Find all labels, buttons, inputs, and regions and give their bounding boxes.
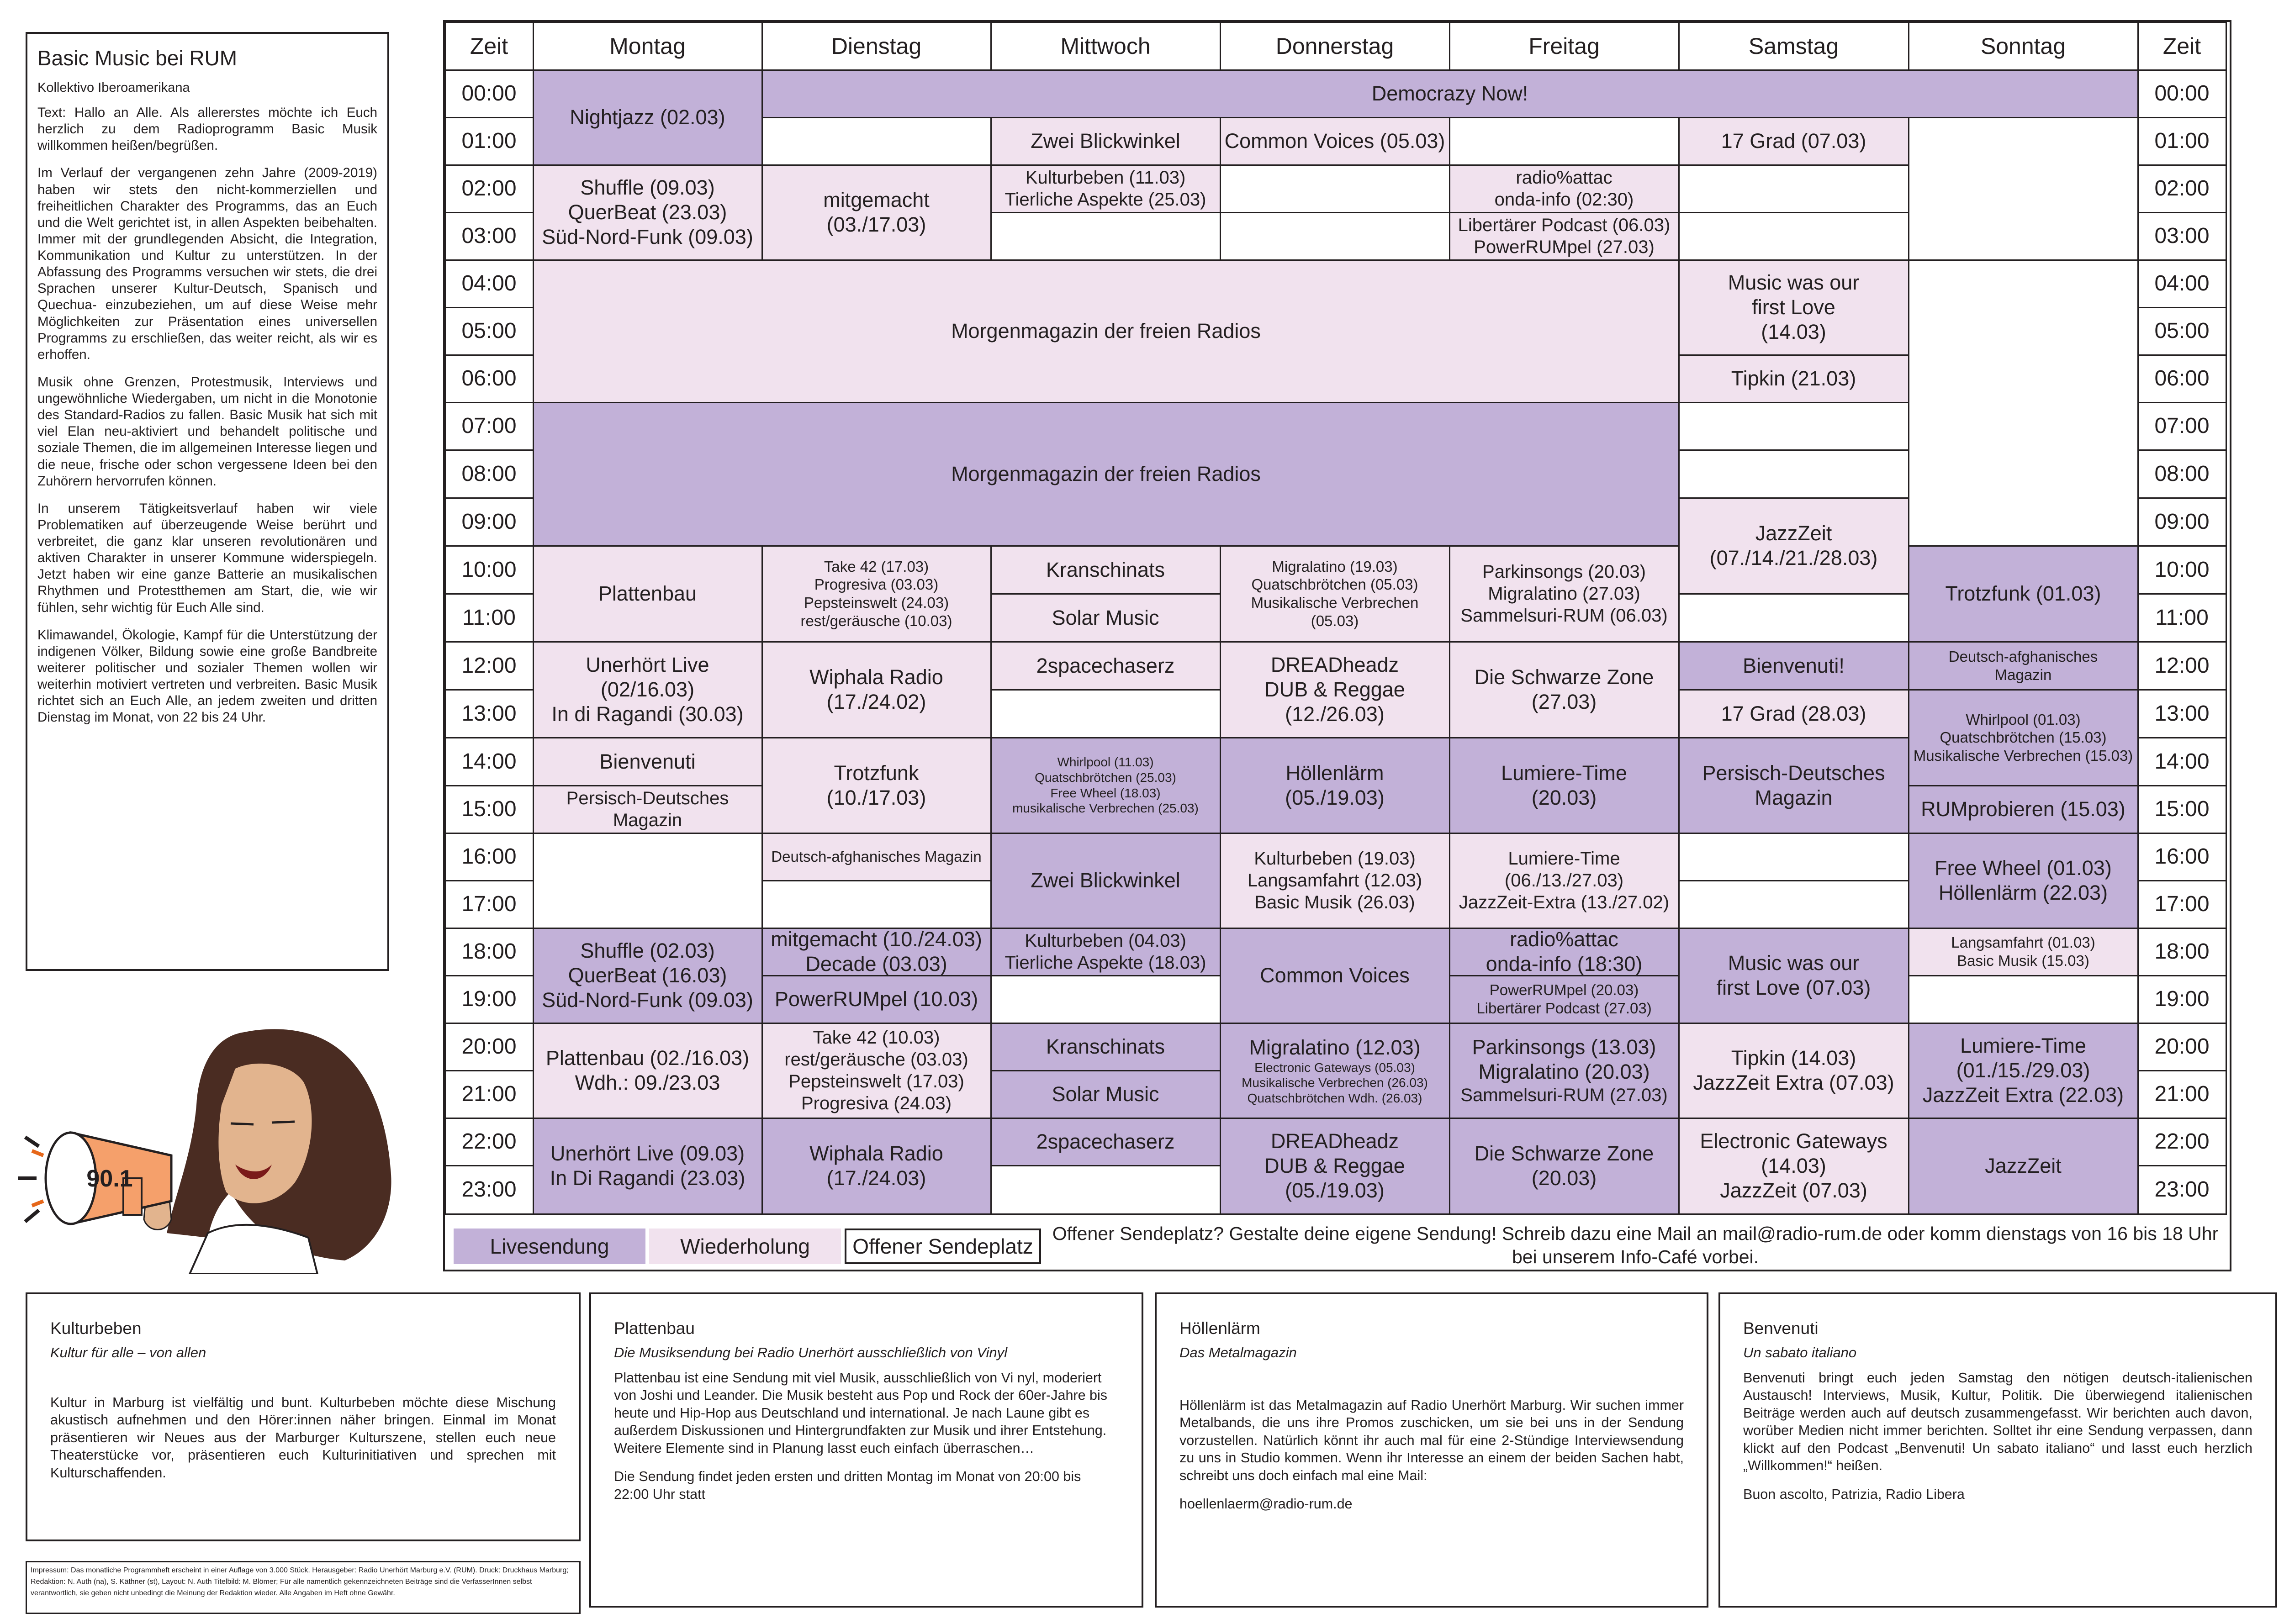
- time-label: 04:00: [2137, 259, 2227, 308]
- show-slot: [1908, 689, 2139, 786]
- show-line: JazzZeit (07.03): [1720, 1179, 1867, 1202]
- empty-slot: [1449, 117, 1680, 166]
- info-box-kulturbeben: [26, 1292, 581, 1541]
- show-line: mitgemacht: [823, 188, 930, 211]
- show-line: Migralatino (27.03): [1488, 584, 1640, 604]
- show-line: Musikalische Verbrechen (26.03): [1242, 1076, 1428, 1090]
- empty-slot: [990, 975, 1221, 1024]
- show-line: Langsamfahrt (01.03): [1951, 934, 2095, 951]
- box-text: Plattenbau ist eine Sendung mit viel Musik, ausschließlich von Vi nyl, moderiert von Joshi und Leander. Die Musik besteht aus Pop und Rock der 60er-Jahre bis heute und Hip-Hop aus Deutschland und international. Je nach Laune gibt es außerdem Diskussionen und Hintergrundfakten zur Musik und ihrer Entstehung. Weitere Elemente sind in Planung lasst euch einfach überraschen…: [614, 1370, 1107, 1456]
- show-line: Lumiere-Time: [1501, 761, 1627, 785]
- show-slot: RUMprobieren (15.03): [1908, 785, 2139, 834]
- time-label: 06:00: [444, 354, 534, 403]
- show-slot: Democrazy Now!: [761, 69, 2139, 118]
- show-slot: Persisch-Deutsches Magazin: [533, 785, 763, 834]
- show-slot: [1449, 833, 1680, 929]
- show-line: QuerBeat (23.03): [568, 200, 727, 224]
- show-line: Unerhört Live (02/16.03): [586, 653, 709, 701]
- info-box-plattenbau: [589, 1292, 1143, 1608]
- time-label: 06:00: [2137, 354, 2227, 403]
- show-slot: [533, 641, 763, 738]
- show-line: (10./17.03): [826, 786, 926, 809]
- show-line: (05./19.03): [1285, 1179, 1385, 1202]
- show-slot: [761, 1118, 992, 1215]
- empty-slot: [990, 1165, 1221, 1215]
- show-line: Musikalische Verbrechen: [1251, 594, 1419, 611]
- show-slot: [533, 928, 763, 1024]
- show-slot: [1908, 833, 2139, 929]
- time-label: 21:00: [444, 1070, 534, 1119]
- impressum: Impressum: Das monatliche Programmheft erscheint in einer Auflage von 3.000 Stück. Herausgeber: Radio Unerhört Marburg e.V. (RUM). Druck: Druckhaus Marburg; Redaktion: N. Auth (na), S. Käthner (st), Layout: N. Auth Titelbild: M. Blömer; Für alle namentlich gekennzeichneten Beiträge sind die VerfasserInnen selbst verantwortlich, sie geben nicht unbedingt die Meinung der Redaktion wieder. Alle Angaben im Heft ohne Gewähr.: [26, 1561, 581, 1614]
- show-slot: Plattenbau: [533, 545, 763, 643]
- show-slot: 17 Grad (28.03): [1678, 689, 1909, 738]
- show-slot: [1449, 212, 1680, 261]
- show-slot: 2spacechaserz: [990, 641, 1221, 691]
- empty-slot: [1220, 212, 1450, 261]
- show-slot: [1449, 928, 1680, 976]
- show-line: JazzZeit Extra (22.03): [1922, 1083, 2124, 1107]
- show-slot: Kranschinats: [990, 1023, 1221, 1071]
- show-line: musikalische Verbrechen (25.03): [1012, 801, 1199, 816]
- show-slot: [1449, 545, 1680, 643]
- show-slot: [761, 641, 992, 738]
- show-line: Take 42 (10.03): [813, 1028, 940, 1048]
- show-slot: [1678, 259, 1909, 356]
- show-line: PowerRUMpel (20.03): [1489, 981, 1639, 999]
- time-label: 08:00: [2137, 449, 2227, 499]
- show-line: QuerBeat (16.03): [568, 964, 727, 987]
- box-subtitle: Die Musiksendung bei Radio Unerhört ausschließlich von Vinyl: [614, 1345, 1007, 1360]
- show-slot: [1678, 497, 1909, 595]
- show-line: onda-info (18:30): [1486, 952, 1643, 975]
- show-line: Kulturbeben (04.03): [1025, 931, 1186, 951]
- show-slot: [1678, 928, 1909, 1024]
- zeit-header-right: Zeit: [2137, 21, 2227, 71]
- intro-paragraph: Im Verlauf der vergangenen zehn Jahre (2009-2019) haben wir stets den nicht-kommerziellen und freiheitlichen Charakter des Programms, das an Euch und die Welt gerichtet ist, in allen Aspekten beibehalten. Immer mit der grundlegenden Absicht, die Integration, Kommunikation und Kultur zu unterstützen. In der Abfassung des Programms versuchen wir stets, die drei Sprachen unserer Kultur-Deutsch, Spanisch und Quechua- einzubeziehen, um auf diese Weise mehr Möglichkeiten zur Präsentation eines universellen Programms zu erschließen, das weiter reicht, als wir es erhoffen.: [37, 165, 377, 362]
- show-line: Höllenlärm: [1285, 761, 1384, 785]
- box-text: Benvenuti bringt euch jeden Samstag den nötigen deutsch-italienischen Austausch! Interviews, Musik, Kultur, Politik. Die überwiegend italienischen Beiträge werden auch auf deutsch zusammengefasst. Wir berichten auch davon, worüber Medien nicht immer berichten. Solltet ihr eine Sendung verpassen, dann klickt auf den Podcast „Benvenuti! Un sabato italiano“ und lasst euch herzlich „Willkommen!“ heißen.: [1743, 1370, 2252, 1474]
- show-slot: [1220, 833, 1450, 929]
- show-line: Kulturbeben (19.03): [1254, 849, 1416, 869]
- show-line: Sammelsuri-RUM (06.03): [1460, 606, 1668, 626]
- show-slot: [761, 928, 992, 976]
- time-label: 15:00: [2137, 785, 2227, 834]
- show-line: Kulturbeben (11.03): [1025, 168, 1186, 188]
- empty-slot: [1678, 164, 1909, 213]
- show-slot: [1220, 1118, 1450, 1215]
- show-line: (27.03): [1531, 690, 1597, 713]
- show-line: Parkinsongs (13.03): [1472, 1035, 1656, 1059]
- show-slot: [1449, 975, 1680, 1024]
- show-line: radio%attac: [1510, 928, 1618, 951]
- empty-slot: [1678, 593, 1909, 643]
- show-line: PowerRUMpel (27.03): [1474, 237, 1655, 257]
- time-label: 10:00: [444, 545, 534, 595]
- show-slot: PowerRUMpel (10.03): [761, 975, 992, 1024]
- show-slot: [761, 164, 992, 261]
- show-line: Süd-Nord-Funk (09.03): [542, 225, 753, 248]
- show-slot: Tipkin (21.03): [1678, 354, 1909, 403]
- show-line: Shuffle (09.03): [580, 176, 715, 199]
- show-slot: Solar Music: [990, 1070, 1221, 1119]
- show-slot: Morgenmagazin der freien Radios: [533, 402, 1680, 547]
- show-line: Music was our: [1728, 271, 1860, 294]
- show-slot: [1449, 1023, 1680, 1119]
- show-line: Lumiere-Time: [1960, 1034, 2086, 1057]
- show-line: Tipkin (14.03): [1731, 1046, 1856, 1070]
- show-slot: [761, 1023, 992, 1119]
- show-line: (01./15./29.03): [1956, 1059, 2090, 1082]
- show-line: radio%attac: [1516, 168, 1613, 188]
- show-slot: Morgenmagazin der freien Radios: [533, 259, 1680, 403]
- show-line: DUB & Reggae: [1264, 678, 1405, 701]
- show-slot: [990, 737, 1221, 834]
- empty-slot: [761, 880, 992, 929]
- time-label: 15:00: [444, 785, 534, 834]
- info-box-benvenuti: [1718, 1292, 2277, 1608]
- show-line: Libertärer Podcast (06.03): [1458, 215, 1671, 235]
- show-slot: [533, 164, 763, 261]
- show-line: Shuffle (02.03): [580, 939, 715, 962]
- show-slot: [1678, 1118, 1909, 1215]
- show-line: Wiphala Radio: [809, 1142, 943, 1165]
- box-title: Benvenuti: [1743, 1319, 1819, 1338]
- time-label: 16:00: [444, 833, 534, 881]
- show-line: Langsamfahrt (12.03): [1247, 870, 1422, 891]
- box-email-link[interactable]: hoellenlaerm@radio-rum.de: [1179, 1496, 1353, 1512]
- show-line: (17./24.03): [826, 1166, 926, 1190]
- show-line: Höllenlärm (22.03): [1938, 881, 2108, 904]
- show-line: Die Schwarze Zone: [1474, 665, 1654, 689]
- show-slot: Solar Music: [990, 593, 1221, 643]
- show-slot: [1908, 1023, 2139, 1119]
- time-label: 23:00: [444, 1165, 534, 1215]
- show-line: Tierliche Aspekte (25.03): [1005, 190, 1206, 210]
- box-text: Höllenlärm ist das Metalmagazin auf Radio Unerhört Marburg. Wir suchen immer Metalbands, die uns ihre Promos zuschicken, um sie bei uns in der Sendung vorzustellen. Natürlich könnt ihr auch mal für eine 2-Stündige Interviewsendung zu uns in Studio kommen. Wenn ihr Interesse an einem der beiden Sachen habt, schreibt uns doch einfach mal eine Mail:: [1179, 1397, 1684, 1483]
- show-line: mitgemacht (10./24.03): [771, 928, 982, 951]
- show-line: Progresiva (24.03): [801, 1093, 952, 1113]
- show-line: Musikalische Verbrechen (15.03): [1913, 747, 2133, 764]
- show-line: In Di Ragandi (23.03): [550, 1166, 745, 1190]
- show-line: JazzZeit-Extra (13./27.02): [1459, 892, 1670, 912]
- show-line: Magazin: [1755, 786, 1833, 809]
- show-line: (14.03): [1761, 320, 1826, 343]
- show-line: Pepsteinswelt (17.03): [788, 1071, 964, 1091]
- time-label: 18:00: [444, 928, 534, 976]
- zeit-header: Zeit: [444, 21, 534, 71]
- legend-live: Livesendung: [454, 1229, 645, 1264]
- intro-paragraph: Klimawandel, Ökologie, Kampf für die Unterstützung der indigenen Völker, Bildung sowie eine große Bandbreite weiterer politischer und sozialer Themen wollen wir weiterhin motiviert vertreten und verbreiten. Basic Musik richtet sich an Euch Alle, an jedem zweiten und dritten Dienstag im Monat, von 22 bis 24 Uhr.: [37, 627, 377, 725]
- show-slot: [761, 545, 992, 643]
- show-slot: [533, 1118, 763, 1215]
- time-label: 12:00: [2137, 641, 2227, 691]
- show-slot: Common Voices: [1220, 928, 1450, 1024]
- time-label: 03:00: [2137, 212, 2227, 261]
- time-label: 19:00: [2137, 975, 2227, 1024]
- show-line: (20.03): [1531, 786, 1597, 809]
- box-subtitle: Das Metalmagazin: [1179, 1345, 1297, 1360]
- show-slot: [533, 1023, 763, 1119]
- empty-slot: [1908, 975, 2139, 1024]
- time-label: 12:00: [444, 641, 534, 691]
- time-label: 22:00: [2137, 1118, 2227, 1166]
- show-slot: [1449, 641, 1680, 738]
- time-label: 23:00: [2137, 1165, 2227, 1215]
- show-slot: Zwei Blickwinkel: [990, 117, 1221, 166]
- megaphone-mascot-illustration: [16, 1018, 409, 1274]
- time-label: 02:00: [444, 164, 534, 213]
- time-label: 09:00: [444, 497, 534, 547]
- day-header-sunday: Sonntag: [1908, 21, 2139, 71]
- day-header-saturday: Samstag: [1678, 21, 1909, 71]
- empty-slot: [761, 117, 992, 166]
- show-line: DREADheadz: [1270, 1129, 1399, 1153]
- show-line: Die Schwarze Zone: [1474, 1142, 1654, 1165]
- show-slot: [1449, 737, 1680, 834]
- time-label: 09:00: [2137, 497, 2227, 547]
- empty-slot: [1908, 259, 2139, 547]
- time-label: 14:00: [444, 737, 534, 786]
- show-slot: [1908, 641, 2139, 691]
- show-line: Whirlpool (01.03): [1966, 711, 2081, 728]
- show-slot: Trotzfunk (01.03): [1908, 545, 2139, 643]
- show-slot: [1678, 737, 1909, 834]
- show-line: (05.03): [1311, 612, 1359, 629]
- box-subtitle: Un sabato italiano: [1743, 1345, 1857, 1360]
- show-line: Sammelsuri-RUM (27.03): [1460, 1085, 1668, 1105]
- show-line: Free Wheel (01.03): [1935, 856, 2112, 880]
- show-line: (05./19.03): [1285, 786, 1385, 809]
- show-line: Magazin: [1994, 666, 2052, 683]
- intro-paragraph: Text: Hallo an Alle. Als allererstes möchte ich Euch herzlich zu dem Radioprogramm Basic Musik willkommen heißen/begrüßen.: [37, 105, 377, 153]
- time-label: 16:00: [2137, 833, 2227, 881]
- show-slot: [1220, 545, 1450, 643]
- show-line: (07./14./21./28.03): [1709, 546, 1878, 569]
- legend-free-slot: Offener Sendeplatz: [845, 1229, 1041, 1264]
- empty-slot: [1678, 402, 1909, 451]
- legend-repeat: Wiederholung: [649, 1229, 841, 1264]
- show-line: Music was our: [1728, 951, 1860, 975]
- show-slot: Bienvenuti!: [1678, 641, 1909, 691]
- show-line: Pepsteinswelt (24.03): [804, 594, 949, 611]
- show-line: (14.03): [1761, 1154, 1826, 1177]
- day-header-friday: Freitag: [1449, 21, 1680, 71]
- box-text: Buon ascolto, Patrizia, Radio Libera: [1743, 1486, 1965, 1502]
- show-line: JazzZeit Extra (07.03): [1693, 1071, 1894, 1094]
- show-slot: [1449, 1118, 1680, 1215]
- show-slot: Common Voices (05.03): [1220, 117, 1450, 166]
- time-label: 01:00: [444, 117, 534, 166]
- show-line: Unerhört Live (09.03): [550, 1142, 745, 1165]
- show-slot: [1220, 641, 1450, 738]
- show-slot: Kranschinats: [990, 545, 1221, 595]
- time-label: 04:00: [444, 259, 534, 308]
- time-label: 10:00: [2137, 545, 2227, 595]
- intro-title: Basic Music bei RUM: [37, 46, 238, 70]
- show-line: Free Wheel (18.03): [1050, 786, 1161, 800]
- show-slot: [1449, 164, 1680, 213]
- empty-slot: [533, 833, 763, 929]
- show-line: (06./13./27.03): [1504, 870, 1624, 891]
- time-label: 03:00: [444, 212, 534, 261]
- box-title: Höllenlärm: [1179, 1319, 1260, 1338]
- time-label: 11:00: [2137, 593, 2227, 643]
- show-line: rest/geräusche (10.03): [800, 612, 952, 629]
- show-line: Trotzfunk: [834, 761, 919, 785]
- show-slot: [990, 164, 1221, 213]
- time-label: 05:00: [444, 307, 534, 356]
- time-label: 07:00: [444, 402, 534, 451]
- time-label: 07:00: [2137, 402, 2227, 451]
- empty-slot: [1678, 449, 1909, 499]
- show-slot: 2spacechaserz: [990, 1118, 1221, 1166]
- show-slot: [1220, 1023, 1450, 1119]
- program-schedule-grid: [443, 20, 2231, 1271]
- show-line: Wdh.: 09./23.03: [575, 1071, 720, 1094]
- logo-text: 90.1: [86, 1165, 133, 1192]
- show-slot: Deutsch-afghanisches Magazin: [761, 833, 992, 881]
- empty-slot: [990, 212, 1221, 261]
- time-label: 22:00: [444, 1118, 534, 1166]
- show-line: first Love (07.03): [1716, 976, 1871, 999]
- show-line: Quatschbrötchen (25.03): [1035, 770, 1176, 785]
- show-line: Progresiva (03.03): [814, 576, 939, 593]
- empty-slot: [990, 689, 1221, 738]
- day-header-tuesday: Dienstag: [761, 21, 992, 71]
- show-line: Migralatino (12.03): [1249, 1035, 1421, 1059]
- box-text: Die Sendung findet jeden ersten und dritten Montag im Monat von 20:00 bis 22:00 Uhr statt: [614, 1469, 1081, 1502]
- show-line: Basic Musik (26.03): [1254, 892, 1415, 912]
- intro-subtitle: Kollektivo Iberoamerikana: [37, 80, 190, 95]
- show-slot: 17 Grad (07.03): [1678, 117, 1909, 166]
- day-header-wednesday: Mittwoch: [990, 21, 1221, 71]
- show-slot: Bienvenuti: [533, 737, 763, 786]
- empty-slot: [1678, 833, 1909, 881]
- show-line: DREADheadz: [1270, 653, 1399, 676]
- show-line: rest/geräusche (03.03): [784, 1049, 968, 1070]
- time-label: 17:00: [2137, 880, 2227, 929]
- intro-paragraph: In unserem Tätigkeitsverlauf haben wir viele Problematiken auf überzeugende Weise berührt und verbreitet, die ganz klar unseren revolutionären und aktiven Charakter in unserer Kommune widerspiegeln. Jetzt haben wir eine ganze Batterie an musikalischen Rhythmen und Protestthemen am Start, die, wie wir fühlen, sehr wichtig für Euch Alle sind.: [37, 501, 377, 615]
- show-line: Wiphala Radio: [809, 665, 943, 689]
- time-label: 00:00: [2137, 69, 2227, 118]
- time-label: 05:00: [2137, 307, 2227, 356]
- show-line: DUB & Reggae: [1264, 1154, 1405, 1177]
- show-line: (12./26.03): [1285, 702, 1385, 726]
- show-line: (20.03): [1531, 1166, 1597, 1190]
- time-label: 01:00: [2137, 117, 2227, 166]
- show-slot: Zwei Blickwinkel: [990, 833, 1221, 929]
- time-label: 20:00: [444, 1023, 534, 1071]
- show-slot: [990, 928, 1221, 976]
- day-header-thursday: Donnerstag: [1220, 21, 1450, 71]
- show-line: Decade (03.03): [805, 952, 947, 975]
- box-text: Kultur in Marburg ist vielfältig und bunt. Kulturbeben möchte diese Mischung akustisch aufnehmen und den Hörer:innen näher bringen. Einmal im Monat präsentieren wir Neues aus der Marburger Kulturszene, stellen euch neue Theaterstücke vor, präsentieren euch Kulturinitiativen und sprechen mit Kulturschaffenden.: [50, 1395, 556, 1481]
- show-slot: [1908, 928, 2139, 976]
- show-slot: JazzZeit: [1908, 1118, 2139, 1215]
- time-label: 13:00: [2137, 689, 2227, 738]
- show-line: Electronic Gateways (05.03): [1254, 1060, 1415, 1075]
- box-title: Kulturbeben: [50, 1319, 142, 1338]
- time-label: 19:00: [444, 975, 534, 1024]
- show-line: (17./24.02): [826, 690, 926, 713]
- show-slot: Nightjazz (02.03): [533, 69, 763, 166]
- intro-paragraph: Musik ohne Grenzen, Protestmusik, Interviews und ungewöhnliche Wiedergaben, um nicht in die Monotonie des Standard-Radios zu fallen. Basic Musik hat sich mit viel Elan neu-aktiviert und behandelt politische und soziale Themen, die im allgemeinen Interesse liegen und die neue, frische oder schon vergessene Ideen bei den Zuhörern hervorrufen können.: [37, 374, 377, 489]
- time-label: 20:00: [2137, 1023, 2227, 1071]
- time-label: 17:00: [444, 880, 534, 929]
- legend: [454, 1227, 1041, 1266]
- intro-box: [26, 32, 389, 971]
- time-label: 08:00: [444, 449, 534, 499]
- open-slot-note: Offener Sendeplatz? Gestalte deine eigene Sendung! Schreib dazu eine Mail an mail@radio-rum.de oder komm dienstags von 16 bis 18 Uhr bei unserem Info-Café vorbei.: [1052, 1223, 2219, 1268]
- show-line: (03./17.03): [826, 213, 926, 236]
- show-line: Libertärer Podcast (27.03): [1476, 1000, 1652, 1017]
- empty-slot: [1678, 880, 1909, 929]
- time-label: 11:00: [444, 593, 534, 643]
- show-line: Migralatino (19.03): [1272, 558, 1398, 575]
- show-line: Quatschbrötchen (05.03): [1251, 576, 1418, 593]
- time-label: 21:00: [2137, 1070, 2227, 1119]
- box-subtitle: Kultur für alle – von allen: [50, 1345, 206, 1360]
- time-label: 13:00: [444, 689, 534, 738]
- box-title: Plattenbau: [614, 1319, 695, 1338]
- show-line: onda-info (02:30): [1494, 190, 1634, 210]
- time-label: 00:00: [444, 69, 534, 118]
- info-box-hoellenlaerm: [1155, 1292, 1708, 1608]
- time-label: 18:00: [2137, 928, 2227, 976]
- empty-slot: [1908, 117, 2139, 261]
- empty-slot: [1678, 212, 1909, 261]
- time-label: 02:00: [2137, 164, 2227, 213]
- show-line: JazzZeit: [1755, 522, 1832, 545]
- time-label: 14:00: [2137, 737, 2227, 786]
- show-slot: [761, 737, 992, 834]
- show-line: Basic Musik (15.03): [1957, 952, 2089, 969]
- show-line: Süd-Nord-Funk (09.03): [542, 988, 753, 1012]
- show-line: Parkinsongs (20.03): [1482, 562, 1646, 582]
- show-line: Migralatino (20.03): [1478, 1060, 1650, 1083]
- day-header-monday: Montag: [533, 21, 763, 71]
- show-line: Electronic Gateways: [1700, 1129, 1887, 1153]
- show-line: Tierliche Aspekte (18.03): [1005, 953, 1206, 973]
- show-line: Take 42 (17.03): [824, 558, 929, 575]
- show-line: Plattenbau (02./16.03): [545, 1046, 750, 1070]
- show-line: Lumiere-Time: [1508, 849, 1620, 869]
- show-line: Whirlpool (11.03): [1057, 755, 1154, 770]
- show-slot: [1678, 1023, 1909, 1119]
- show-line: Deutsch-afghanisches: [1948, 648, 2098, 665]
- show-line: Quatschbrötchen Wdh. (26.03): [1247, 1091, 1422, 1105]
- empty-slot: [1220, 164, 1450, 213]
- show-line: Quatschbrötchen (15.03): [1940, 729, 2107, 746]
- show-line: first Love: [1752, 295, 1835, 319]
- show-line: In di Ragandi (30.03): [551, 702, 744, 726]
- show-slot: [1220, 737, 1450, 834]
- show-line: Persisch-Deutsches: [1702, 761, 1885, 785]
